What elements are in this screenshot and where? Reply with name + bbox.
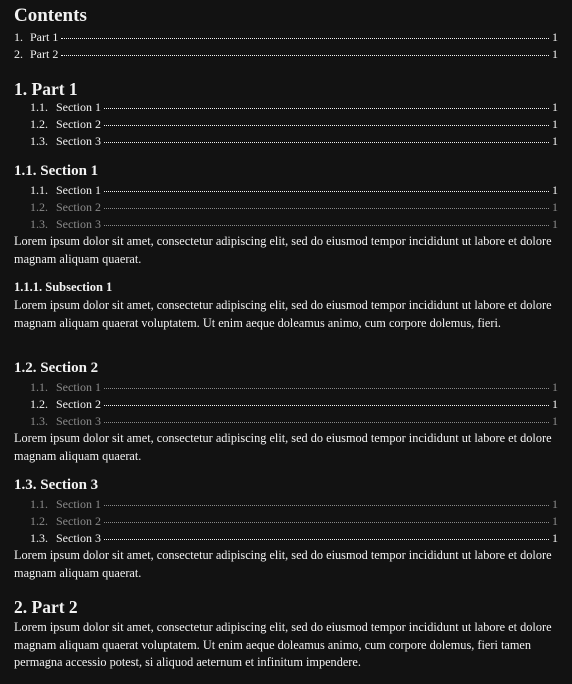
part-2-paragraph: Lorem ipsum dolor sit amet, consectetur adipiscing elit, sed do eiusmod tempor incididunt ut labore et dolore magnam aliquam quaerat voluptatem. Ut enim aeque doleamus animo, cum corpore dolemus, fieri tamen permagna accessio potest, si aliquod aeternum et infinitum impendere. (14, 620, 552, 670)
toc-entry-label: Section 1 (56, 497, 101, 511)
toc-dot-leader (104, 142, 549, 143)
toc-entry-section-3[interactable] (14, 530, 558, 547)
toc-entry-page: 1 (552, 117, 558, 132)
toc-entry-number: 1.3. (30, 531, 48, 546)
toc-entry-label: Section 1 (56, 100, 101, 114)
toc-entry-page: 1 (552, 100, 558, 114)
contents-list-block (14, 29, 558, 63)
toc-entry-page: 1 (552, 134, 558, 149)
toc-entry-label: Section 3 (56, 217, 101, 232)
toc-dot-leader (104, 225, 549, 226)
toc-entry-section-1[interactable] (14, 182, 558, 199)
toc-entry-section-3[interactable] (14, 133, 558, 150)
contents-list (14, 29, 558, 63)
toc-entry-section-2[interactable] (14, 396, 558, 413)
toc-entry-label: Section 2 (56, 200, 101, 215)
toc-entry-page: 1 (552, 200, 558, 215)
toc-entry-section-1[interactable] (14, 99, 558, 116)
section-2-toc (14, 379, 558, 431)
toc-entry-page: 1 (552, 47, 558, 62)
toc-entry-section-2[interactable] (14, 116, 558, 133)
toc-entry-number: 1.2. (30, 514, 48, 529)
toc-dot-leader (104, 108, 549, 109)
toc-entry-section-3[interactable] (14, 216, 558, 233)
toc-entry-page: 1 (552, 183, 558, 197)
toc-entry-section-2[interactable] (14, 513, 558, 530)
part-1-toc (14, 99, 558, 151)
toc-entry-number: 1. (14, 30, 23, 44)
section-3-paragraph: Lorem ipsum dolor sit amet, consectetur adipiscing elit, sed do eiusmod tempor incididunt ut labore et dolore magnam aliquam quaerat. (14, 548, 552, 580)
toc-entry-label: Section 1 (56, 380, 101, 394)
toc-entry-number: 2. (14, 47, 23, 62)
section-2-paragraph: Lorem ipsum dolor sit amet, consectetur adipiscing elit, sed do eiusmod tempor incididunt ut labore et dolore magnam aliquam quaerat. (14, 431, 552, 463)
toc-entry-section-1[interactable] (14, 496, 558, 513)
toc-entry-page: 1 (552, 397, 558, 412)
section-1-toc-block (14, 182, 558, 234)
section-3-toc-block (14, 496, 558, 548)
section-3-heading: 1.3. Section 3 (14, 477, 99, 493)
toc-entry-number: 1.3. (30, 134, 48, 149)
toc-entry-section-1[interactable] (14, 379, 558, 396)
toc-dot-leader (104, 125, 549, 126)
toc-dot-leader (104, 505, 549, 506)
toc-entry-label: Section 3 (56, 531, 101, 546)
toc-entry-label: Section 2 (56, 117, 101, 132)
subsection-1-heading: 1.1.1. Subsection 1 (14, 280, 113, 294)
contents-title: Contents (14, 5, 87, 26)
part-1-heading: 1. Part 1 (14, 79, 78, 99)
toc-entry-number: 1.3. (30, 217, 48, 232)
toc-dot-leader (104, 422, 549, 423)
toc-entry-page: 1 (552, 497, 558, 511)
toc-dot-leader (61, 38, 549, 39)
section-1-toc (14, 182, 558, 234)
section-1-paragraph: Lorem ipsum dolor sit amet, consectetur adipiscing elit, sed do eiusmod tempor incididunt ut labore et dolore magnam aliquam quaerat. (14, 234, 552, 266)
toc-entry-number: 1.3. (30, 414, 48, 429)
toc-entry-label: Section 1 (56, 183, 101, 197)
toc-dot-leader (104, 191, 549, 192)
toc-entry-number: 1.2. (30, 397, 48, 412)
toc-entry-part-1[interactable] (14, 29, 558, 46)
part-1-toc-block (14, 99, 558, 151)
toc-dot-leader (61, 55, 549, 56)
toc-entry-number: 1.1. (30, 183, 48, 197)
toc-entry-label: Section 3 (56, 414, 101, 429)
toc-entry-label: Part 1 (30, 30, 59, 44)
toc-entry-section-3[interactable] (14, 413, 558, 430)
toc-entry-page: 1 (552, 514, 558, 529)
toc-entry-page: 1 (552, 414, 558, 429)
section-3-toc (14, 496, 558, 548)
section-2-toc-block (14, 379, 558, 431)
section-2-heading: 1.2. Section 2 (14, 360, 99, 376)
toc-dot-leader (104, 208, 549, 209)
toc-entry-page: 1 (552, 380, 558, 394)
toc-dot-leader (104, 388, 549, 389)
toc-dot-leader (104, 405, 549, 406)
part-2-heading: 2. Part 2 (14, 597, 78, 617)
section-1-heading: 1.1. Section 1 (14, 163, 99, 179)
toc-entry-label: Section 3 (56, 134, 101, 149)
toc-entry-page: 1 (552, 30, 558, 44)
toc-entry-page: 1 (552, 531, 558, 546)
toc-entry-number: 1.2. (30, 117, 48, 132)
subsection-1-paragraph: Lorem ipsum dolor sit amet, consectetur adipiscing elit, sed do eiusmod tempor incididunt ut labore et dolore magnam aliquam quaerat voluptatem. Ut enim aeque doleamus animo, cum corpore dolemus, fieri. (14, 298, 552, 330)
toc-entry-label: Section 2 (56, 514, 101, 529)
toc-entry-number: 1.1. (30, 100, 48, 114)
toc-entry-number: 1.1. (30, 380, 48, 394)
toc-entry-page: 1 (552, 217, 558, 232)
toc-dot-leader (104, 522, 549, 523)
toc-entry-section-2[interactable] (14, 199, 558, 216)
toc-entry-number: 1.2. (30, 200, 48, 215)
toc-entry-label: Part 2 (30, 47, 59, 62)
toc-dot-leader (104, 539, 549, 540)
toc-entry-number: 1.1. (30, 497, 48, 511)
toc-entry-part-2[interactable] (14, 46, 558, 63)
toc-entry-label: Section 2 (56, 397, 101, 412)
